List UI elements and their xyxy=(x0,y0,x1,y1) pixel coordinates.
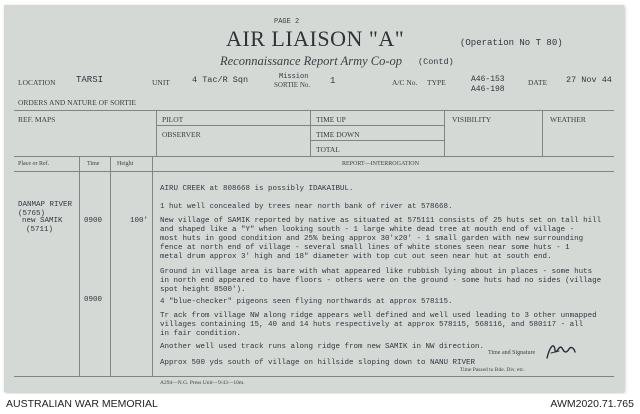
orders-label: ORDERS AND NATURE OF SORTIE xyxy=(18,98,136,107)
ac-label: A/C No. xyxy=(392,78,418,87)
sortie-value: 1 xyxy=(330,76,336,86)
signature-note: Time Passed to Bde. Div. etc. xyxy=(460,367,525,373)
ref-maps-label: REF. MAPS xyxy=(18,115,56,124)
divider-bottom xyxy=(14,376,614,377)
mission-label: Mission xyxy=(279,73,309,81)
sortie-label: SORTIE No. xyxy=(274,81,311,89)
entry-text: 4 "blue-checker" pigeons seen flying northwards at approx 578115. xyxy=(160,298,453,306)
entry-line: metal drum approx 3' high and 18" diameter with top cut out seen near hut at south end. xyxy=(160,253,552,261)
entry-text: AIRU CREEK at 808668 is possibly IDAKAIBUL. xyxy=(160,185,354,193)
col-report-header: REPORT—INTERROGATION xyxy=(342,161,419,167)
entry-place-ref: (5711) xyxy=(26,226,54,234)
visibility-label: VISIBILITY xyxy=(452,115,492,124)
entry-text: Another well used track runs along ridge from new SAMIK in NW direction. xyxy=(160,343,485,351)
col-divider-1 xyxy=(79,156,80,376)
divider-table-top xyxy=(14,156,614,157)
divider-v2 xyxy=(310,111,311,156)
type-value-1: A46-153 xyxy=(471,75,505,84)
entry-text: 1 hut well concealed by trees near north bank of river at 578668. xyxy=(160,203,453,211)
document-title: AIR LIAISON "A" xyxy=(226,26,405,51)
entry-line: fence at north end of village - several small lines of white stones seen near some huts - 1 xyxy=(160,244,570,252)
footer-right: AWM2020.71.765 xyxy=(550,398,634,410)
col-place-header: Place or Ref. xyxy=(18,161,50,167)
report-document xyxy=(4,5,624,392)
location-label: LOCATION xyxy=(18,78,56,87)
time-down-label: TIME DOWN xyxy=(316,130,360,139)
divider-v4 xyxy=(542,111,543,156)
archive-footer xyxy=(0,394,640,414)
date-value: 27 Nov 44 xyxy=(566,75,612,85)
entry-line: in fair condition. xyxy=(160,330,242,338)
divider-time-up xyxy=(310,125,444,126)
print-line: A294—N.G. Press Unit—9/43—10m. xyxy=(160,380,245,386)
signature-initials xyxy=(544,340,578,362)
time-signature-label: Time and Signature xyxy=(488,350,536,356)
divider-observer xyxy=(156,125,310,126)
col-time-header: Time xyxy=(87,161,100,167)
entry-line: villages containing 15, 40 and 14 huts respectively at approx 578115, 568116, and 580117 - all xyxy=(160,321,584,329)
unit-value: 4 Tac/R Sqn xyxy=(192,75,249,85)
entry-place: DANMAP RIVER (5765) xyxy=(18,201,73,218)
entry-time: 0900 xyxy=(84,217,103,225)
type-label: TYPE xyxy=(427,78,446,87)
operation-number: (Operation No T 80) xyxy=(460,38,563,48)
type-value-2: A46-198 xyxy=(471,85,505,94)
entry-line: spot height 8500'). xyxy=(160,286,246,294)
date-label: DATE xyxy=(528,78,548,87)
entry-time: 0900 xyxy=(84,296,103,304)
col-height-header: Height xyxy=(117,161,134,167)
entry-line: in north end appeared to have floors - others were on the ground - some huts had no sides (village xyxy=(160,277,602,285)
divider-v3 xyxy=(444,111,445,156)
divider-time-down xyxy=(310,140,444,141)
footer-left: AUSTRALIAN WAR MEMORIAL xyxy=(6,398,158,410)
divider-table-head xyxy=(14,171,614,172)
col-divider-2 xyxy=(110,156,111,376)
entry-line: and shaped like a "Y" when looking south - 1 large white dead tree at mouth end of village - xyxy=(160,226,575,234)
entry-line: most huts in good condition and 25% being approx 30'x20' - 1 small garden with new surrounding xyxy=(160,235,584,243)
entry-place: new SAMIK xyxy=(22,217,63,225)
entry-line: Ground in village area is bare with what appeared like rubbish lying about in places - some huts xyxy=(160,268,593,276)
entry-line: New village of SAMIK reported by native as situated at 575111 consists of 25 huts set on tall hill xyxy=(160,217,602,225)
contd-label: (Contd) xyxy=(418,57,454,67)
unit-label: UNIT xyxy=(152,78,170,87)
col-divider-3 xyxy=(152,156,153,376)
entry-height: 100' xyxy=(130,217,149,225)
divider-top xyxy=(14,110,614,111)
observer-label: OBSERVER xyxy=(162,130,201,139)
location-value: TARSI xyxy=(76,75,104,85)
total-label: TOTAL xyxy=(316,145,340,154)
weather-label: WEATHER xyxy=(550,115,586,124)
document-subtitle: Reconnaissance Report Army Co-op xyxy=(220,54,403,68)
entry-line: Tr ack from village NW along ridge appears well defined and well used leading to 3 other unmapped xyxy=(160,312,597,320)
divider-v1 xyxy=(156,111,157,156)
pilot-label: PILOT xyxy=(162,115,184,124)
page-label: PAGE 2 xyxy=(274,18,300,26)
time-up-label: TIME UP xyxy=(316,115,346,124)
entry-text: Approx 500 yds south of village on hillside sloping down to NANU RIVER xyxy=(160,359,476,367)
